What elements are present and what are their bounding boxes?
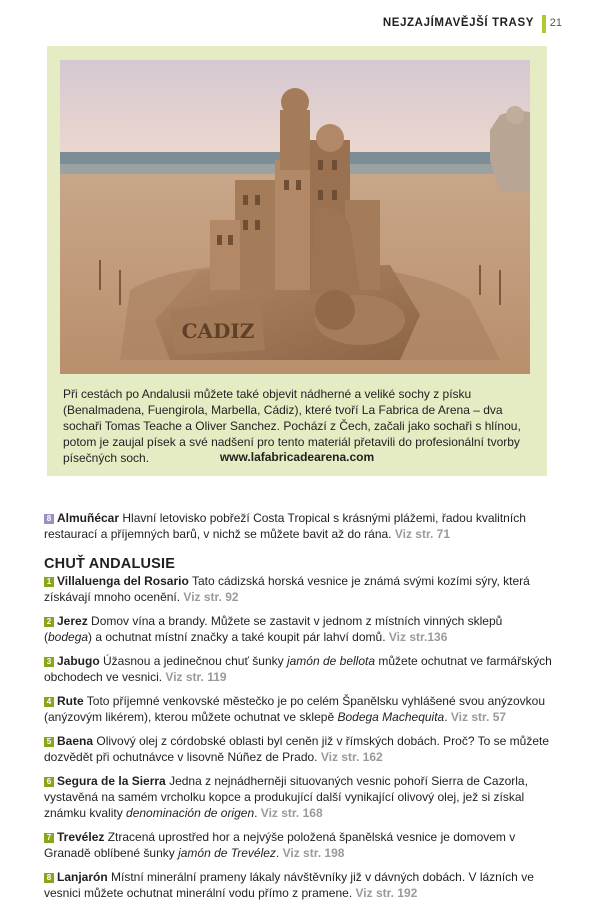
- page-reference: Viz str. 162: [320, 750, 383, 764]
- entry-italic-term: bodega: [48, 630, 89, 644]
- place-name: Jerez: [57, 614, 88, 628]
- entry-italic-term: jamón de Trevélez: [178, 846, 276, 860]
- place-name: Trevélez: [57, 830, 105, 844]
- place-name: Lanjarón: [57, 870, 108, 884]
- page-reference: Viz str. 71: [394, 527, 450, 541]
- website-link[interactable]: www.lafabricadearena.com: [219, 450, 375, 464]
- entry-text: Hlavní letovisko pobřeží Costa Tropical s krásnými plážemi, řadou kvalitních restaurací a příjemných barů, v nichž se můžete bavit až do rána.: [44, 511, 526, 541]
- info-box: [47, 46, 547, 476]
- entry-number-badge: 7: [44, 833, 54, 843]
- page-reference: Viz str. 192: [355, 886, 418, 900]
- entry-text: .: [254, 806, 261, 820]
- page-reference: Viz str. 198: [282, 846, 345, 860]
- page-reference: Viz str.136: [388, 630, 448, 644]
- entry-number-badge: 5: [44, 737, 54, 747]
- list-item: [44, 869, 552, 901]
- entry-number-badge: 6: [44, 777, 54, 787]
- place-name: Baena: [57, 734, 94, 748]
- entry-number-badge: 3: [44, 657, 54, 667]
- list-item: [44, 573, 552, 605]
- entry-text: .: [444, 710, 451, 724]
- list-item: [44, 773, 552, 821]
- entry-text: Tato cádizská horská vesnice je známá svými kozími sýry, která získávají mnoho ocenění.: [44, 574, 530, 604]
- photo-caption: Při cestách po Andalusii můžete také objevit nádherné a veliké sochy z písku (Benalmadena, Fuengirola, Marbella, Cádiz), které tvoří La Fabrica de Arena – dva sochaři Tomas Teache a Oliver Sanchez. Pochází z Čech, začali jako sochaři s hlínou, potom je zaujal písek a své nadšení pro tento materiál přetavili do profesionální tvorby písečných soch.: [63, 387, 521, 465]
- sand-sculpture-photo: [60, 60, 530, 374]
- entry-text: Toto příjemné venkovské městečko je po celém Španělsku vyhlášené svou anýzovkou (anýzovým likérem), kterou můžete ochutnat ve sklepě: [44, 694, 546, 724]
- entry-text: Domov vína a brandy. Můžete se zastavit v jednom z místních vinných sklepů (: [44, 614, 503, 644]
- entry-text: Olivový olej z córdobské oblasti byl ceněn již v římských dobách. Proč? To se můžete dozvědět při ochutnávce v lisovně Núñez de Prado.: [44, 734, 550, 764]
- page-number: 21: [549, 17, 562, 29]
- sculpture-text: CADIZ: [181, 319, 255, 343]
- entry-number-badge: 4: [44, 697, 54, 707]
- list-item: [44, 693, 552, 725]
- page-reference: Viz str. 57: [450, 710, 507, 724]
- intro-entry: [44, 510, 552, 542]
- page-reference: Viz str. 168: [260, 806, 323, 820]
- main-content: [44, 510, 552, 909]
- header-title: NEJZAJÍMAVĚJŠÍ TRASY: [382, 17, 534, 29]
- entry-italic-term: Bodega Machequita: [337, 710, 445, 724]
- entry-number-badge: 8: [44, 873, 54, 883]
- entry-number-badge: 2: [44, 617, 54, 627]
- place-name: Villaluenga del Rosario: [57, 574, 189, 588]
- entry-text: Úžasnou a jedinečnou chuť šunky: [99, 654, 287, 668]
- photo-illustration: [60, 60, 530, 374]
- list-item: [44, 613, 552, 645]
- entry-list: [44, 573, 552, 901]
- section-title: CHUŤ ANDALUSIE: [44, 556, 176, 572]
- entry-text: ) a ochutnat místní značky a také koupit pár lahví domů.: [88, 630, 389, 644]
- entry-text: Místní minerální prameny lákaly návštěvníky již v dávných dobách. V lázních ve vesnici můžete ochutnat minerální vodu přímo z pramene.: [44, 870, 534, 900]
- entry-italic-term: jamón de bellota: [286, 654, 376, 668]
- entry-text: .: [275, 846, 283, 860]
- page-header: [0, 14, 600, 34]
- place-name: Segura de la Sierra: [57, 774, 166, 788]
- list-item: [44, 829, 552, 861]
- list-item: [44, 733, 552, 765]
- entry-text: Jedna z nejnádherněji situovaných vesnic pohoří Sierra de Cazorla, vystavěná na samém vrcholku kopce a produkující další vynikající olivový olej, jež si získal známku kvality: [44, 774, 528, 820]
- entry-number-badge: 1: [44, 577, 54, 587]
- entry-number-badge: 8: [44, 514, 54, 524]
- entry-italic-term: denominación de origen: [126, 806, 255, 820]
- place-name: Rute: [57, 694, 84, 708]
- entry-text: můžete ochutnat ve farmářských obchodech ve vesnici.: [44, 654, 552, 684]
- entry-text: Ztracená uprostřed hor a nejvýše položená španělská vesnice je domovem v Granadě oblíbené šunky: [44, 830, 516, 860]
- place-name: Almuñécar: [57, 511, 120, 525]
- list-item: [44, 653, 552, 685]
- page-reference: Viz str. 92: [183, 590, 239, 604]
- page-reference: Viz str. 119: [165, 670, 227, 684]
- place-name: Jabugo: [57, 654, 100, 668]
- header-accent-bar: [542, 15, 546, 33]
